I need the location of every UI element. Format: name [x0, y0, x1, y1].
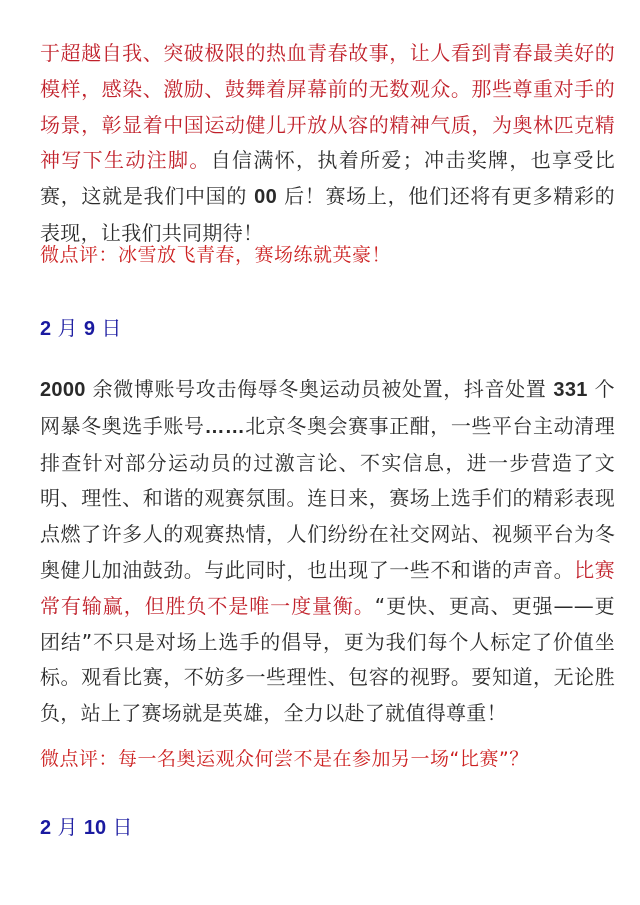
highlight-red-text: 比赛常有输赢，但胜负不是唯一度量衡。	[40, 557, 615, 618]
date-heading-feb-10: 2 月 10 日	[40, 815, 133, 839]
highlight-red-text: 于超越自我、突破极限的热血青春故事，让人看到青春最美好的模样，感染、激励、鼓舞着屏幕前的无数观众。那些尊重对手的场景，彰显着中国运动健儿开放从容的精神气质，为奥林匹克精神写下生动注脚。	[40, 41, 615, 173]
comment-line-2: 微点评：每一名奥运观众何尝不是在参加另一场“比赛”？	[40, 748, 529, 770]
paragraph-youth-story: 于超越自我、突破极限的热血青春故事，让人看到青春最美好的模样，感染、激励、鼓舞着屏幕前的无数观众。那些尊重对手的场景，彰显着中国运动健儿开放从容的精神气质，为奥林匹克精神写下生动注脚。自信满怀，执着所爱；冲击奖牌，也享受比赛，这就是我们中国的 00 后！赛场上，他们还将有更多精彩的表现，让我们共同期待！	[40, 41, 616, 245]
date-heading-feb-9: 2 月 9 日	[40, 316, 122, 340]
paragraph-cyberbullying: 2000 余微博账号攻击侮辱冬奥运动员被处置，抖音处置 331 个网暴冬奥选手账号……北京冬奥会赛事正酣，一些平台主动清理排查针对部分运动员的过激言论、不实信息，进一步营造了文明、理性、和谐的观赛氛围。连日来，赛场上选手们的精彩表现点燃了许多人的观赛热情，人们纷纷在社交网站、视频平台为冬奥健儿加油鼓劲。与此同时，也出现了一些不和谐的声音。比赛常有输赢，但胜负不是唯一度量衡。“更快、更高、更强——更团结”不只是对场上选手的倡导，更为我们每个人标定了价值坐标。观看比赛，不妨多一些理性、包容的视野。要知道，无论胜负，站上了赛场就是英雄，全力以赴了就值得尊重！	[40, 377, 616, 726]
comment-line-1: 微点评：冰雪放飞青春，赛场练就英豪！	[40, 244, 392, 266]
